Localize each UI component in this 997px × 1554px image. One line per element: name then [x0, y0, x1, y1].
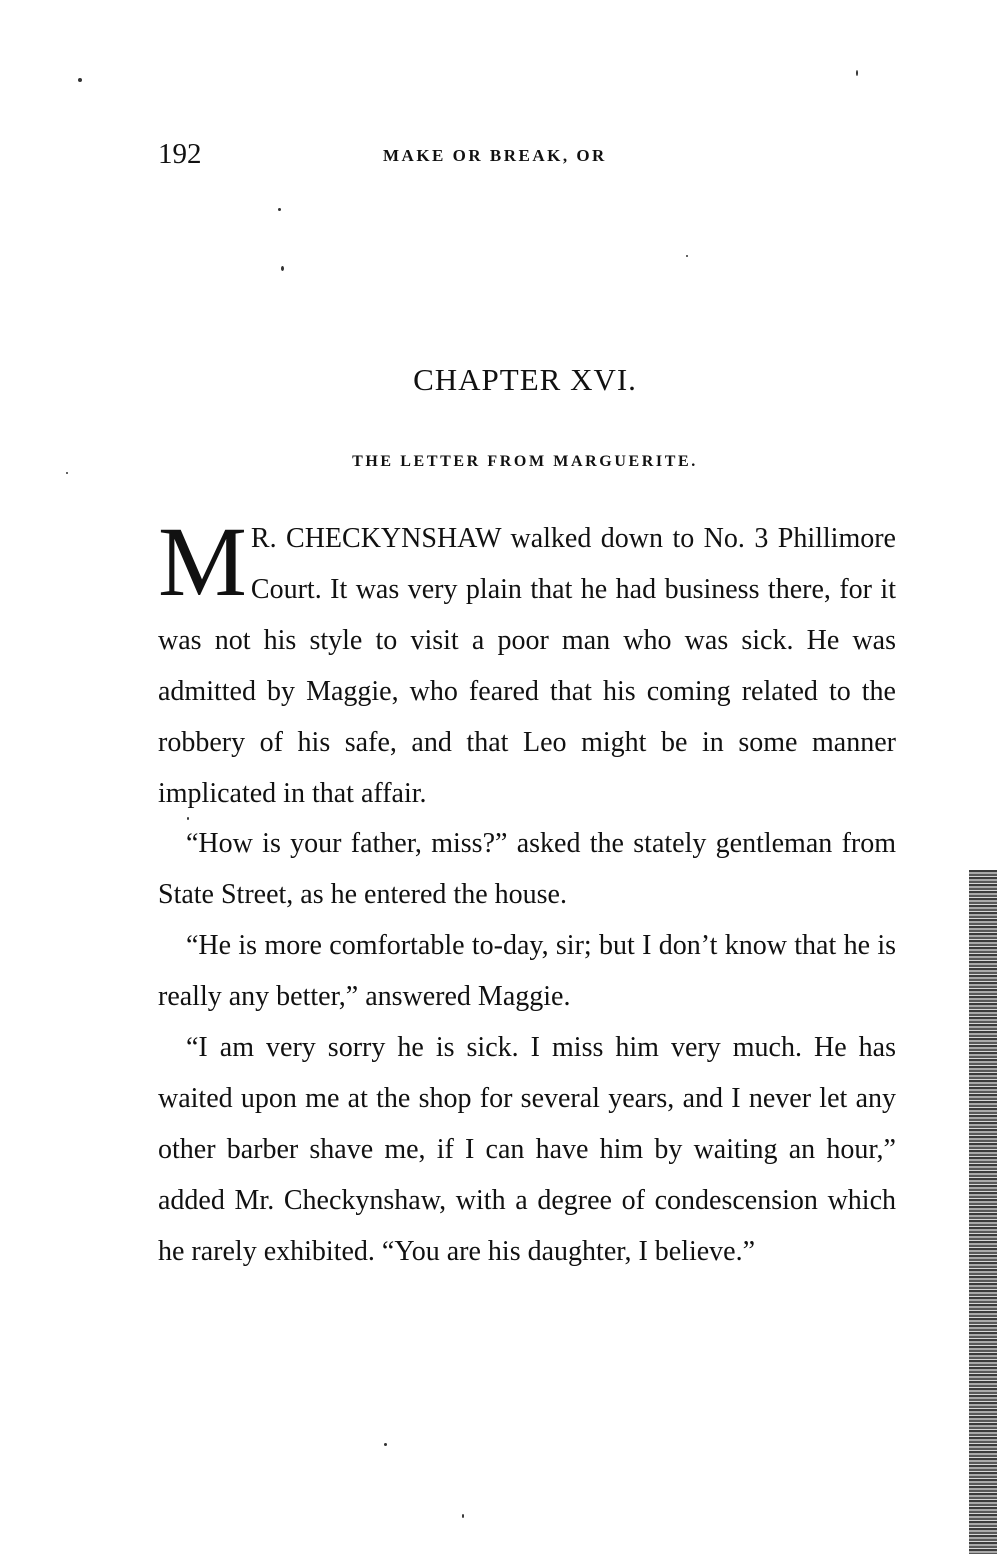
paragraph-text: R. CHECKYNSHAW walked down to No. 3 Phillimore Court. It was very plain that he had business there, for it was not his style to visit a poor man who was sick. He was admitted by Maggie, who feared that his coming related to the robbery of his safe, and that Leo might be in some manner implicated in that affair.	[158, 523, 896, 809]
running-head	[158, 138, 898, 178]
paragraph: “I am very sorry he is sick. I miss him very much. He has waited upon me at the shop for several years, and I never let any other barber shave me, if I can have him by waiting an hour,” added Mr. Checkynshaw, with a degree of condescension which he rarely exhibited. “You are his daughter, I believe.”	[158, 1032, 896, 1267]
scan-speck	[66, 472, 68, 474]
paragraph: “He is more comfortable to-day, sir; but I don’t know that he is really any better,” answered Maggie.	[158, 930, 896, 1013]
scan-speck	[78, 78, 82, 82]
running-title: MAKE OR BREAK, OR	[383, 146, 607, 165]
scan-speck	[281, 266, 284, 271]
paragraph: “How is your father, miss?” asked the stately gentleman from State Street, as he entered the house.	[158, 828, 896, 911]
paragraph	[158, 506, 896, 819]
scan-speck	[856, 70, 858, 76]
page-number: 192	[158, 138, 202, 170]
page-edge-shadow	[969, 870, 997, 1554]
chapter-subtitle: THE LETTER FROM MARGUERITE.	[352, 453, 698, 470]
scan-speck	[278, 208, 281, 211]
scan-speck	[462, 1514, 464, 1518]
drop-cap: M	[158, 506, 247, 617]
scan-speck	[384, 1443, 387, 1446]
body-text	[158, 506, 896, 1278]
scan-speck	[686, 255, 688, 257]
chapter-title: CHAPTER XVI.	[413, 362, 637, 397]
